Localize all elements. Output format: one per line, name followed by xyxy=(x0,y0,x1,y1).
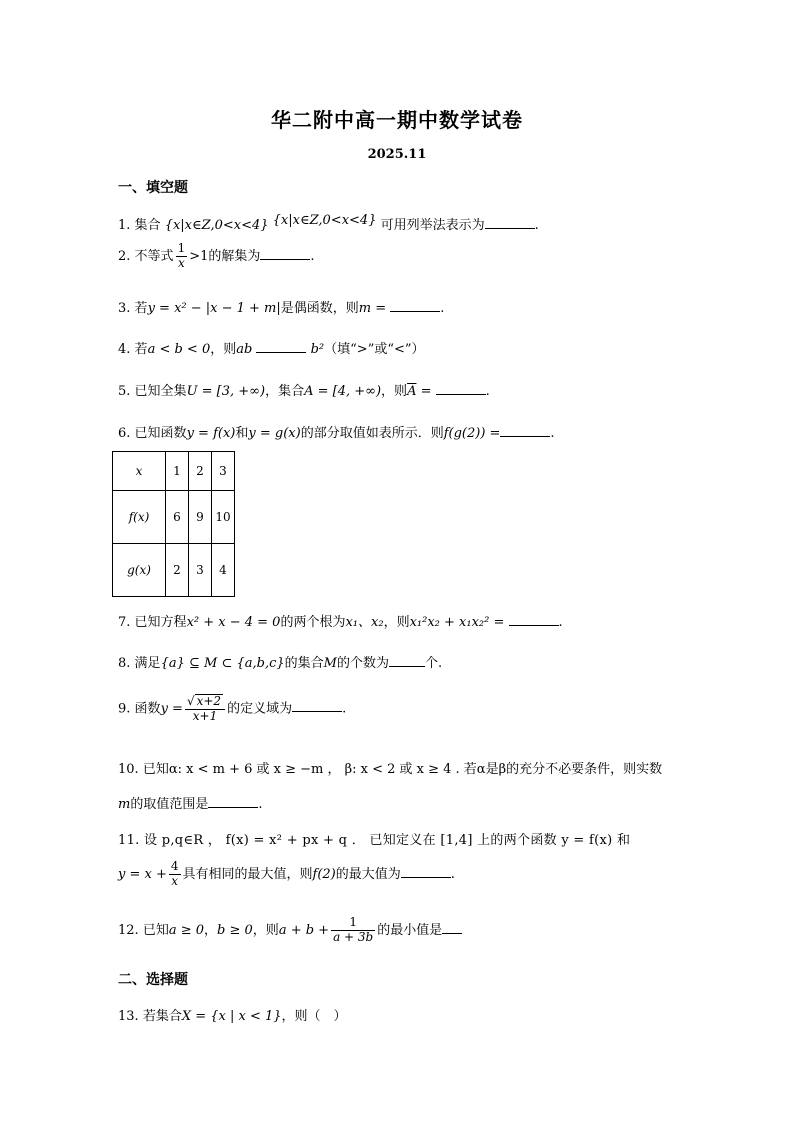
table-cell: 2 xyxy=(166,544,189,597)
q12-text: 已知 xyxy=(142,922,169,938)
q3-text-mid: 是偶函数，则 xyxy=(280,301,359,316)
table-row xyxy=(113,544,235,597)
q10-number: 10. xyxy=(118,762,139,777)
question-8 xyxy=(118,652,442,671)
table-cell: 1 xyxy=(166,452,189,491)
q5-text: 已知全集 xyxy=(134,384,187,399)
question-13 xyxy=(118,1005,347,1024)
question-3 xyxy=(118,297,444,316)
q10-end: . xyxy=(258,797,263,812)
q11-answer-blank[interactable] xyxy=(401,865,451,878)
question-11-cont xyxy=(118,860,455,889)
q12-expr: a + b + xyxy=(278,922,330,938)
q4-rhs: b² xyxy=(310,342,325,357)
q5-eq: = xyxy=(416,384,432,399)
q5-text-mid2: ，则 xyxy=(381,384,408,399)
q12-cond-a: a ≥ 0 xyxy=(168,922,205,938)
q7-expr: x₁²x₂ + x₁x₂² = xyxy=(409,615,505,630)
table-row xyxy=(113,452,235,491)
q8-unit: 个. xyxy=(424,656,443,671)
q2-answer-blank[interactable] xyxy=(260,247,310,260)
q2-text-post: 的解集为 xyxy=(208,248,261,264)
q2-frac-den: x xyxy=(177,255,185,270)
q12-answer-blank[interactable] xyxy=(442,921,462,934)
q9-number: 9. xyxy=(118,701,131,717)
q9-y: y = xyxy=(160,701,183,717)
q9-fraction xyxy=(185,694,225,724)
q9-frac-den: x+1 xyxy=(192,708,218,723)
question-2 xyxy=(118,242,315,271)
q1-text: 集合 xyxy=(134,218,161,233)
q11-f2: f(2) xyxy=(312,866,336,882)
question-10-cont xyxy=(118,793,262,812)
exam-date: 2025.11 xyxy=(367,147,427,162)
q3-answer-blank[interactable] xyxy=(390,299,440,312)
q8-text-mid: 的集合 xyxy=(284,656,324,671)
q7-text-mid: 的两个根为 xyxy=(280,615,346,630)
question-6 xyxy=(118,422,555,441)
table-cell: 3 xyxy=(212,452,235,491)
q9-sqrt-expr: x+2 xyxy=(196,694,222,708)
q11-tail: 的最大值为 xyxy=(335,866,401,882)
q11-line1: 设 p,q∈R ， f(x) = x² + px + q ． 已知定义在 [1,4] 上的两个函数 y = f(x) 和 xyxy=(144,833,631,848)
q13-number: 13. xyxy=(118,1009,139,1024)
q5-universal-set: U = [3, +∞) xyxy=(186,384,266,399)
q12-cond-b: b ≥ 0 xyxy=(217,922,253,938)
table-header-g: g(x) xyxy=(113,544,166,597)
q5-end: . xyxy=(485,384,490,399)
question-12 xyxy=(118,916,462,945)
q1-end: . xyxy=(534,218,539,233)
q12-frac-num: 1 xyxy=(331,916,375,931)
q2-number: 2. xyxy=(118,248,131,264)
q4-number: 4. xyxy=(118,342,131,357)
q9-text: 函数 xyxy=(134,701,161,717)
table-cell: 6 xyxy=(166,491,189,544)
q9-end: . xyxy=(342,701,347,717)
q5-answer-blank[interactable] xyxy=(436,382,486,395)
q9-frac-num: √ x+2 xyxy=(185,694,225,710)
q2-frac-num: 1 xyxy=(177,241,186,255)
q6-end: . xyxy=(550,426,555,441)
q1-set-a: {x|x∈Z,0<x<4} xyxy=(164,218,269,233)
exam-title: 华二附中高一期中数学试卷 xyxy=(271,108,523,132)
q7-end: . xyxy=(558,615,563,630)
q3-text: 若 xyxy=(134,301,148,316)
table-header-f: f(x) xyxy=(113,491,166,544)
q6-number: 6. xyxy=(118,426,131,441)
q1-set-b: {x|x∈Z,0<x<4} xyxy=(272,213,377,228)
table-cell: 10 xyxy=(212,491,235,544)
q8-text-post: 的个数为 xyxy=(336,656,389,671)
question-11 xyxy=(118,829,630,848)
q10-line2: 的取值范围是 xyxy=(130,797,209,812)
q11-y-expr: y = x + xyxy=(118,866,167,882)
table-row xyxy=(113,491,235,544)
table-cell: 2 xyxy=(189,452,212,491)
question-9 xyxy=(118,694,346,724)
question-4 xyxy=(118,338,425,357)
q8-expr: {a} ⊆ M ⊂ {a,b,c} xyxy=(160,656,285,671)
q3-end: . xyxy=(440,301,445,316)
q12-text-mid: ，则 xyxy=(252,922,279,938)
q11-frac-num: 4 xyxy=(170,859,179,873)
table-header-x: x xyxy=(113,452,166,491)
q6-text-post: 的部分取值如表所示．则 xyxy=(300,426,444,441)
q12-number: 12. xyxy=(118,922,139,938)
q6-and: 和 xyxy=(235,426,249,441)
q5-number: 5. xyxy=(118,384,131,399)
q11-text-post: 具有相同的最大值，则 xyxy=(182,866,313,882)
q4-cond: a < b < 0 xyxy=(147,342,211,357)
q13-text: 若集合 xyxy=(142,1009,182,1024)
table-cell: 4 xyxy=(212,544,235,597)
q8-number: 8. xyxy=(118,656,131,671)
question-5 xyxy=(118,380,490,399)
q11-end: . xyxy=(450,866,455,882)
q7-number: 7. xyxy=(118,615,131,630)
q5-set-a: A = [4, +∞) xyxy=(304,384,382,399)
q13-text-post: ，则（ ） xyxy=(281,1009,347,1024)
q4-text-mid: ，则 xyxy=(210,342,237,357)
q4-text: 若 xyxy=(134,342,148,357)
question-10 xyxy=(118,758,662,777)
q13-expr: X = {x | x < 1} xyxy=(181,1009,282,1024)
section-choice-heading: 二、选择题 xyxy=(118,972,188,988)
q12-frac-den: a + 3b xyxy=(333,929,374,944)
q7-text: 已知方程 xyxy=(134,615,187,630)
q11-number: 11. xyxy=(118,833,140,848)
q6-g: y = g(x) xyxy=(248,426,301,441)
q12-fraction xyxy=(331,916,375,945)
section-fill-heading: 一、填空题 xyxy=(118,180,188,196)
function-value-table xyxy=(112,451,235,597)
q5-text-mid1: ，集合 xyxy=(265,384,305,399)
q7-equation: x² + x − 4 = 0 xyxy=(186,615,281,630)
q9-answer-blank[interactable] xyxy=(292,699,342,712)
q7-roots: x₁、x₂ xyxy=(345,615,384,630)
q6-f: y = f(x) xyxy=(186,426,236,441)
q8-answer-blank[interactable] xyxy=(389,654,425,667)
q1-number: 1. xyxy=(118,218,131,233)
q4-answer-blank[interactable] xyxy=(256,340,306,353)
q10-answer-blank[interactable] xyxy=(208,795,258,808)
q3-number: 3. xyxy=(118,301,131,316)
q6-expr: f(g(2)) = xyxy=(443,426,501,441)
q10-var-m: m xyxy=(118,797,131,812)
table-cell: 9 xyxy=(189,491,212,544)
q11-fraction xyxy=(169,860,181,889)
q2-text: 不等式 xyxy=(134,248,174,264)
q3-var: m = xyxy=(358,301,387,316)
q6-answer-blank[interactable] xyxy=(500,424,550,437)
q9-text-post: 的定义域为 xyxy=(227,701,293,717)
q4-lhs: ab xyxy=(236,342,253,357)
q11-frac-den: x xyxy=(171,873,179,888)
q8-text: 满足 xyxy=(134,656,161,671)
q7-answer-blank[interactable] xyxy=(509,613,559,626)
q1-answer-blank[interactable] xyxy=(485,216,535,229)
question-7 xyxy=(118,611,563,630)
q8-var-m: M xyxy=(323,656,337,671)
q2-end: . xyxy=(310,248,315,264)
q2-fraction xyxy=(176,242,188,271)
q12-text-post: 的最小值是 xyxy=(377,922,443,938)
q5-complement: $\overline{A}$ xyxy=(407,384,417,399)
table-cell: 3 xyxy=(189,544,212,597)
q12-sep: ， xyxy=(204,922,218,938)
q6-text: 已知函数 xyxy=(134,426,187,441)
q3-expr: y = x² − |x − 1 + m| xyxy=(147,301,281,316)
q4-hint: （填“>”或“<”） xyxy=(324,342,425,357)
q2-rel: >1 xyxy=(189,248,209,264)
q10-line1: 已知α: x < m + 6 或 x ≥ −m ， β: x < 2 或 x ≥ 4 . 若α是β的充分不必要条件，则实数 xyxy=(142,762,663,777)
q7-text-mid2: ，则 xyxy=(383,615,410,630)
question-1 xyxy=(118,214,539,233)
q1-text-post: 可用列举法表示为 xyxy=(380,218,485,233)
